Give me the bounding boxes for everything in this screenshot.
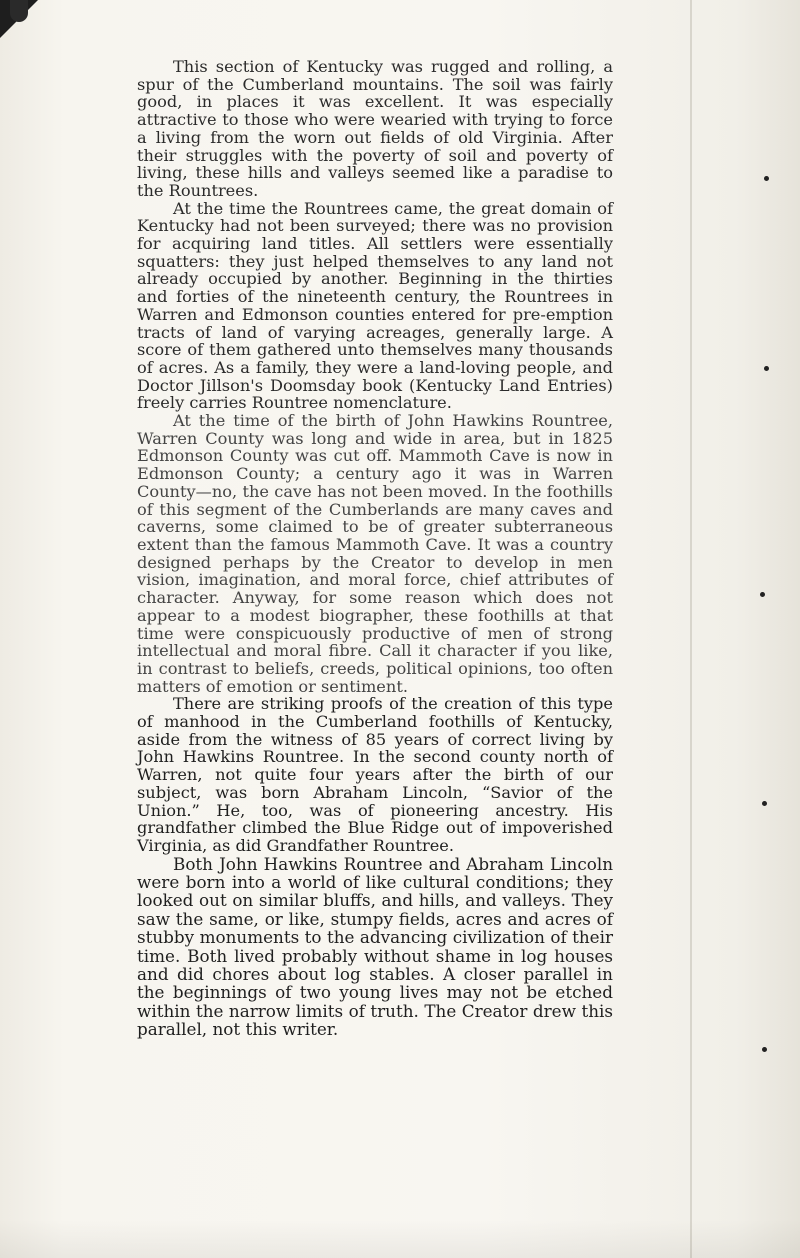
paragraph: At the time the Rountrees came, the great domain of Kentucky had not been surveyed; there was no provision for acquiring land titles. All settlers were essentially squatters: they just helped themselves to any land not already occupied by another. Beginning in the thirties and forties of the nineteenth century, the Rountrees in Warren and Edmonson counties entered for pre-emption tracts of land of varying acreages, generally large. A score of them gathered unto themselves many thousands of acres. As a family, they were a land-loving people, and Doctor Jillson's Doomsday book (Kentucky Land Entries) freely carries Rountree nomenclature. (137, 198, 613, 413)
margin-speck (762, 1047, 767, 1052)
margin-speck (764, 176, 769, 181)
paragraph: At the time of the birth of John Hawkins Rountree, Warren County was long and wide in area, but in 1825 Edmonson County was cut off. Mammoth Cave is now in Edmonson County; a century ago it was in Warren County—no, the cave has not been moved. In the foothills of this segment of the Cumberlands are many caves and caverns, some claimed to be of greater subterraneous extent than the famous Mammoth Cave. It was a country designed perhaps by the Creator to develop in men vision, imagination, and moral force, chief attributes of character. Anyway, for some reason which does not appear to a modest biographer, these foothills at that time were conspicuously productive of men of strong intellectual and moral fibre. Call it character if you like, in contrast to beliefs, creeds, political opinions, too often matters of emotion or sentiment. (137, 411, 613, 696)
paragraph: There are striking proofs of the creation of this type of manhood in the Cumberland foothills of Kentucky, aside from the witness of 85 years of correct living by John Hawkins Rountree. In the second county north of Warren, not quite four years after the birth of our subject, was born Abraham Lincoln, “Savior of the Union.” He, too, was of pioneering ancestry. His grandfather climbed the Blue Ridge out of impoverished Virginia, as did Grandfather Rountree. (137, 694, 613, 855)
margin-speck (762, 801, 767, 806)
bottom-edge-shadow (0, 1220, 800, 1258)
paragraph: This section of Kentucky was rugged and rolling, a spur of the Cumberland mountains. The soil was fairly good, in places it was excellent. It was especially attractive to those who were wearied with trying to force a living from the worn out fields of old Virginia. After their struggles with the poverty of soil and poverty of living, these hills and valleys seemed like a paradise to the Rountrees. (137, 57, 613, 200)
margin-speck (760, 592, 765, 597)
paragraph: Both John Hawkins Rountree and Abraham Lincoln were born into a world of like cultural conditions; they looked out on similar bluffs, and hills, and valleys. They saw the same, or like, stumpy fields, acres and acres of stubby monuments to the advancing civilization of their time. Both lived probably without shame in log houses and did chores about log stables. A closer parallel in the beginnings of two young lives may not be etched within the narrow limits of truth. The Creator drew this parallel, not this writer. (137, 853, 613, 1040)
body-text (137, 58, 613, 1039)
corner-blot (10, 0, 28, 22)
right-fold-line (690, 0, 692, 1258)
margin-speck (764, 366, 769, 371)
